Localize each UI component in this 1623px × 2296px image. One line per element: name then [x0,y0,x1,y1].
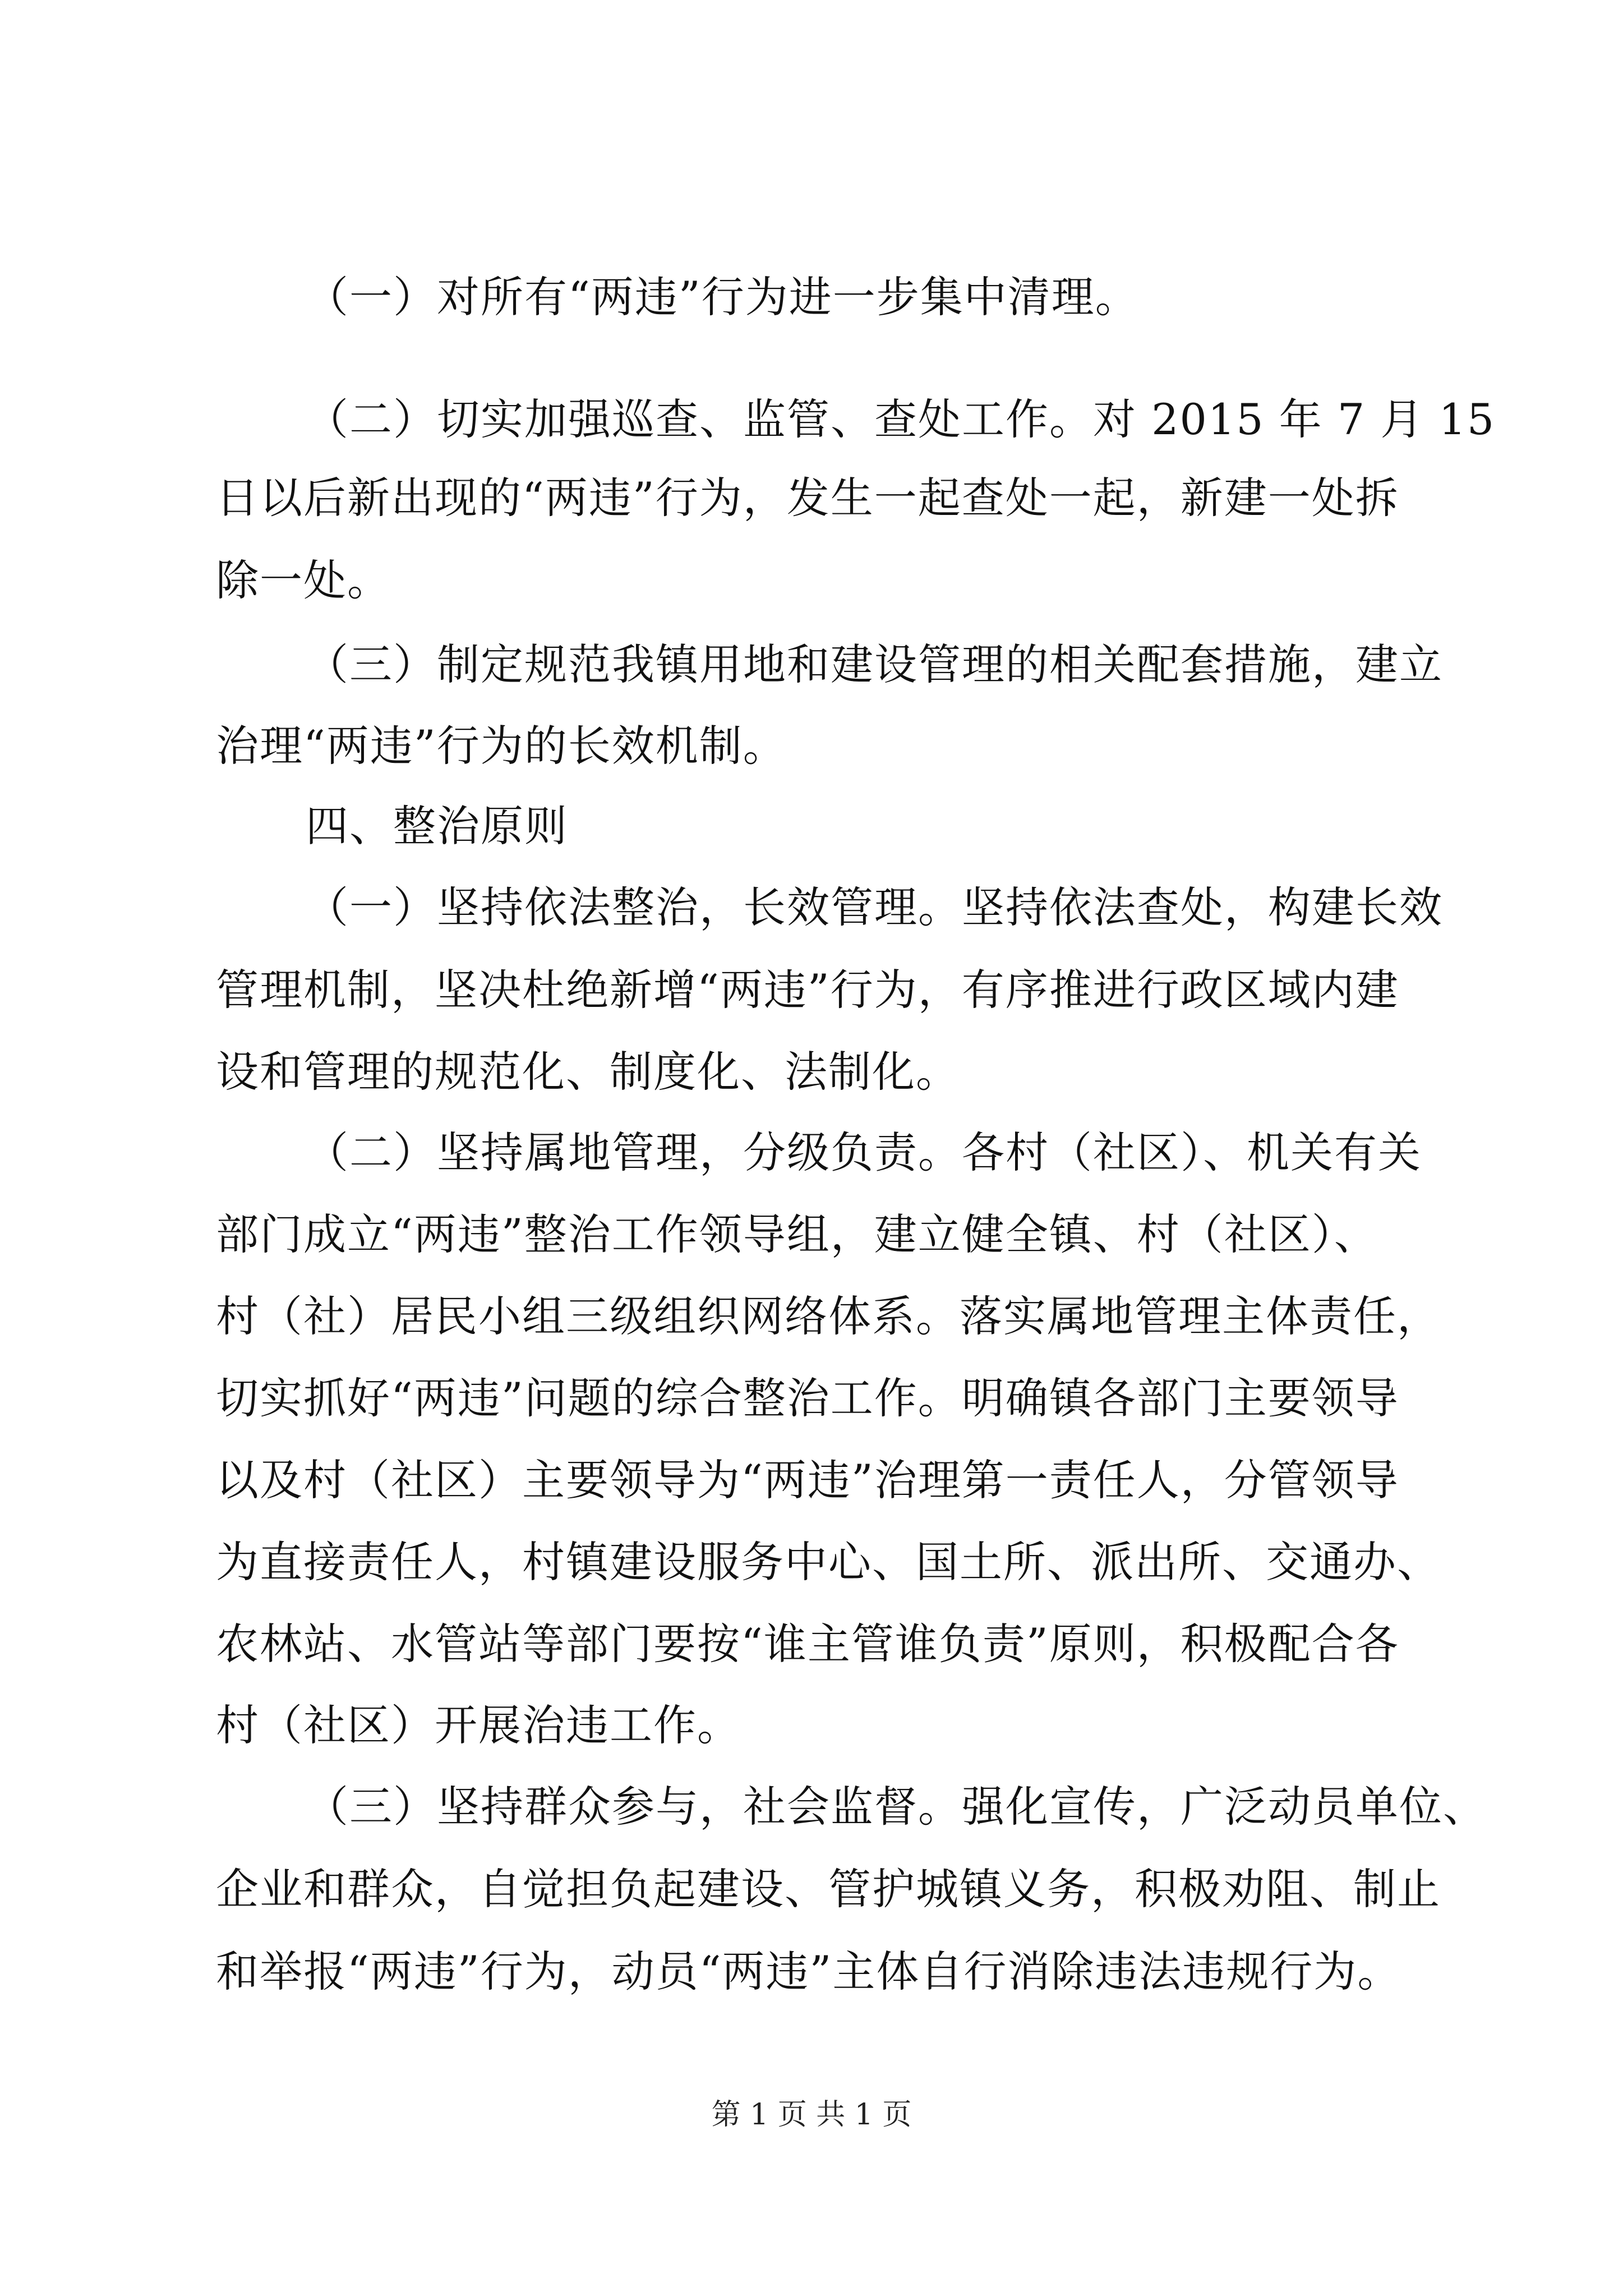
text-line: 治理“两违”行为的长效机制。 [216,721,787,771]
text-line: （二）坚持属地管理，分级负责。各村（社区）、机关有关 [306,1128,1422,1177]
text-line: 日以后新出现的“两违”行为，发生一起查处一起，新建一处拆 [216,473,1399,523]
text-line: 企业和群众，自觉担负起建设、管护城镇义务，积极劝阻、制止 [216,1864,1441,1914]
text-line: （二）切实加强巡查、监管、查处工作。对 2015 年 7 月 15 [306,394,1496,444]
text-line: （三）坚持群众参与，社会监督。强化宣传，广泛动员单位、 [306,1782,1487,1832]
text-line: 管理机制，坚决杜绝新增“两违”行为，有序推进行政区域内建 [216,965,1399,1015]
text-line: 农林站、水管站等部门要按“谁主管谁负责”原则，积极配合各 [216,1619,1399,1669]
text-line: 切实抓好“两违”问题的综合整治工作。明确镇各部门主要领导 [216,1373,1399,1423]
text-line: 以及村（社区）主要领导为“两违”治理第一责任人，分管领导 [216,1455,1399,1505]
text-line: （一）坚持依法整治，长效管理。坚持依法查处，构建长效 [306,882,1443,932]
text-line: （三）制定规范我镇用地和建设管理的相关配套措施，建立 [306,639,1443,689]
text-line: 为直接责任人，村镇建设服务中心、国土所、派出所、交通办、 [216,1537,1441,1587]
text-line: 设和管理的规范化、制度化、法制化。 [216,1047,960,1097]
text-line: 村（社区）开展治违工作。 [216,1700,741,1750]
text-line: 和举报“两违”行为，动员“两违”主体自行消除违法违规行为。 [216,1947,1401,1996]
text-line: 除一处。 [216,555,391,605]
text-line: 部门成立“两违”整治工作领导组，建立健全镇、村（社区）、 [216,1209,1378,1259]
section-heading: 四、整治原则 [306,801,568,851]
text-line: 村（社）居民小组三级组织网络体系。落实属地管理主体责任， [216,1291,1441,1341]
page-number-footer: 第 1 页 共 1 页 [711,2098,912,2132]
text-line: （一）对所有“两违”行为进一步集中清理。 [306,272,1139,322]
